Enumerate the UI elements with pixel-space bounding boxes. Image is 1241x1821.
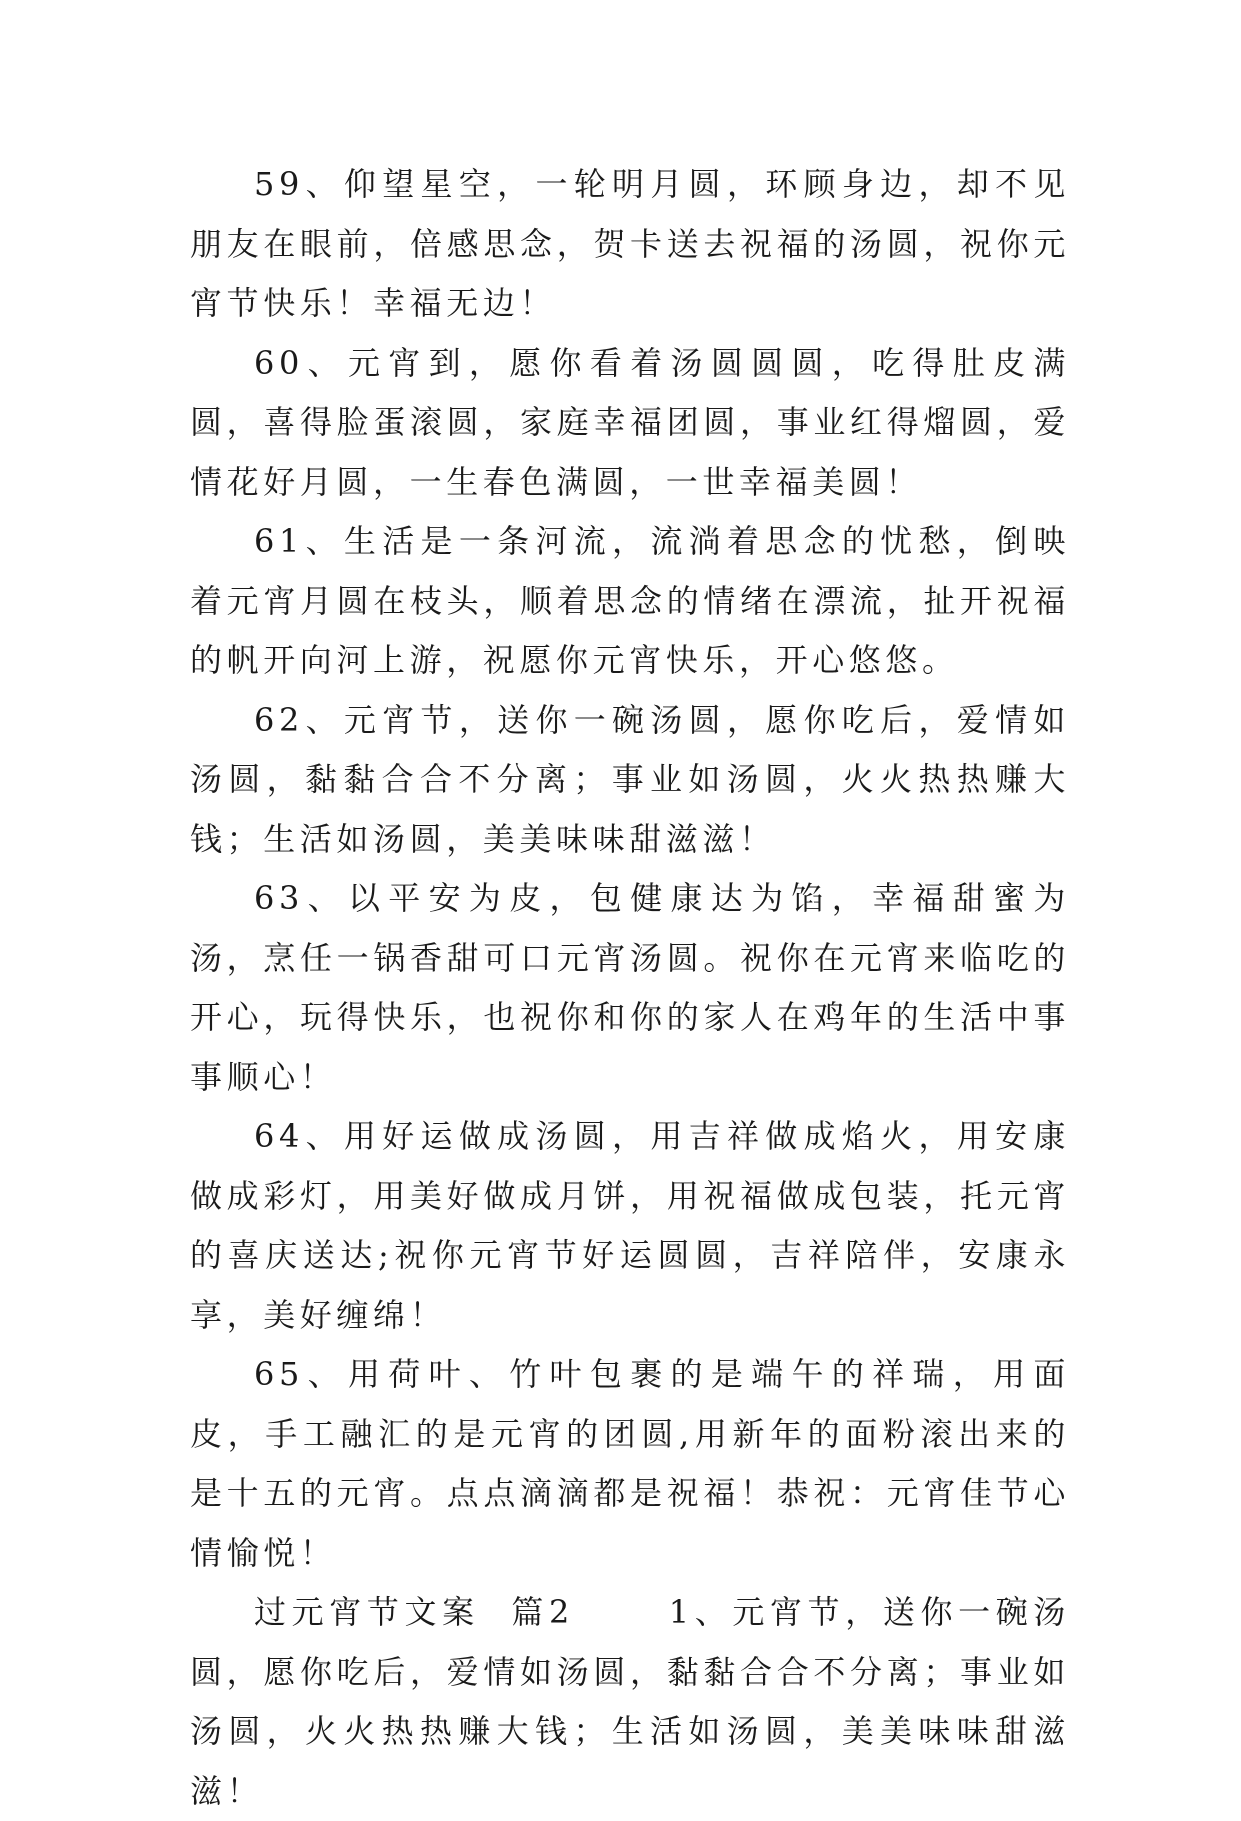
paragraph-60: 60、元宵到，愿你看着汤圆圆圆，吃得肚皮满圆，喜得脸蛋滚圆，家庭幸福团圆，事业红得熘圆，爱情花好月圆，一生春色满圆，一世幸福美圆！ (190, 343, 1070, 501)
paragraph-61: 61、生活是一条河流，流淌着思念的忧愁，倒映着元宵月圆在枝头，顺着思念的情绪在漂流，扯开祝福的帆开向河上游，祝愿你元宵快乐，开心悠悠。 (190, 522, 1070, 679)
paragraph-62: 62、元宵节，送你一碗汤圆，愿你吃后，爱情如汤圆，黏黏合合不分离；事业如汤圆，火火热热赚大钱；生活如汤圆，美美味味甜滋滋！ (190, 700, 1070, 858)
paragraph-63: 63、以平安为皮，包健康达为馅，幸福甜蜜为汤，烹任一锅香甜可口元宵汤圆。祝你在元宵来临吃的开心，玩得快乐，也祝你和你的家人在鸡年的生活中事事顺心！ (190, 879, 1070, 1096)
section-heading-paragraph: 过元宵节文案 篇2 1、元宵节，送你一碗汤圆，愿你吃后，爱情如汤圆，黏黏合合不分离；事业如汤圆，火火热热赚大钱；生活如汤圆，美美味味甜滋滋！ (190, 1593, 1070, 1810)
paragraph-65: 65、用荷叶、竹叶包裹的是端午的祥瑞，用面皮，手工融汇的是元宵的团圆,用新年的面粉滚出来的是十五的元宵。点点滴滴都是祝福！恭祝：元宵佳节心情愉悦！ (190, 1355, 1070, 1572)
paragraph-59: 59、仰望星空，一轮明月圆，环顾身边，却不见朋友在眼前，倍感思念，贺卡送去祝福的汤圆，祝你元宵节快乐！幸福无边！ (190, 165, 1070, 322)
document-body (190, 155, 1070, 1821)
paragraph-64: 64、用好运做成汤圆，用吉祥做成焰火，用安康做成彩灯，用美好做成月饼，用祝福做成包装，托元宵的喜庆送达;祝你元宵节好运圆圆，吉祥陪伴，安康永享，美好缠绵！ (190, 1117, 1070, 1334)
